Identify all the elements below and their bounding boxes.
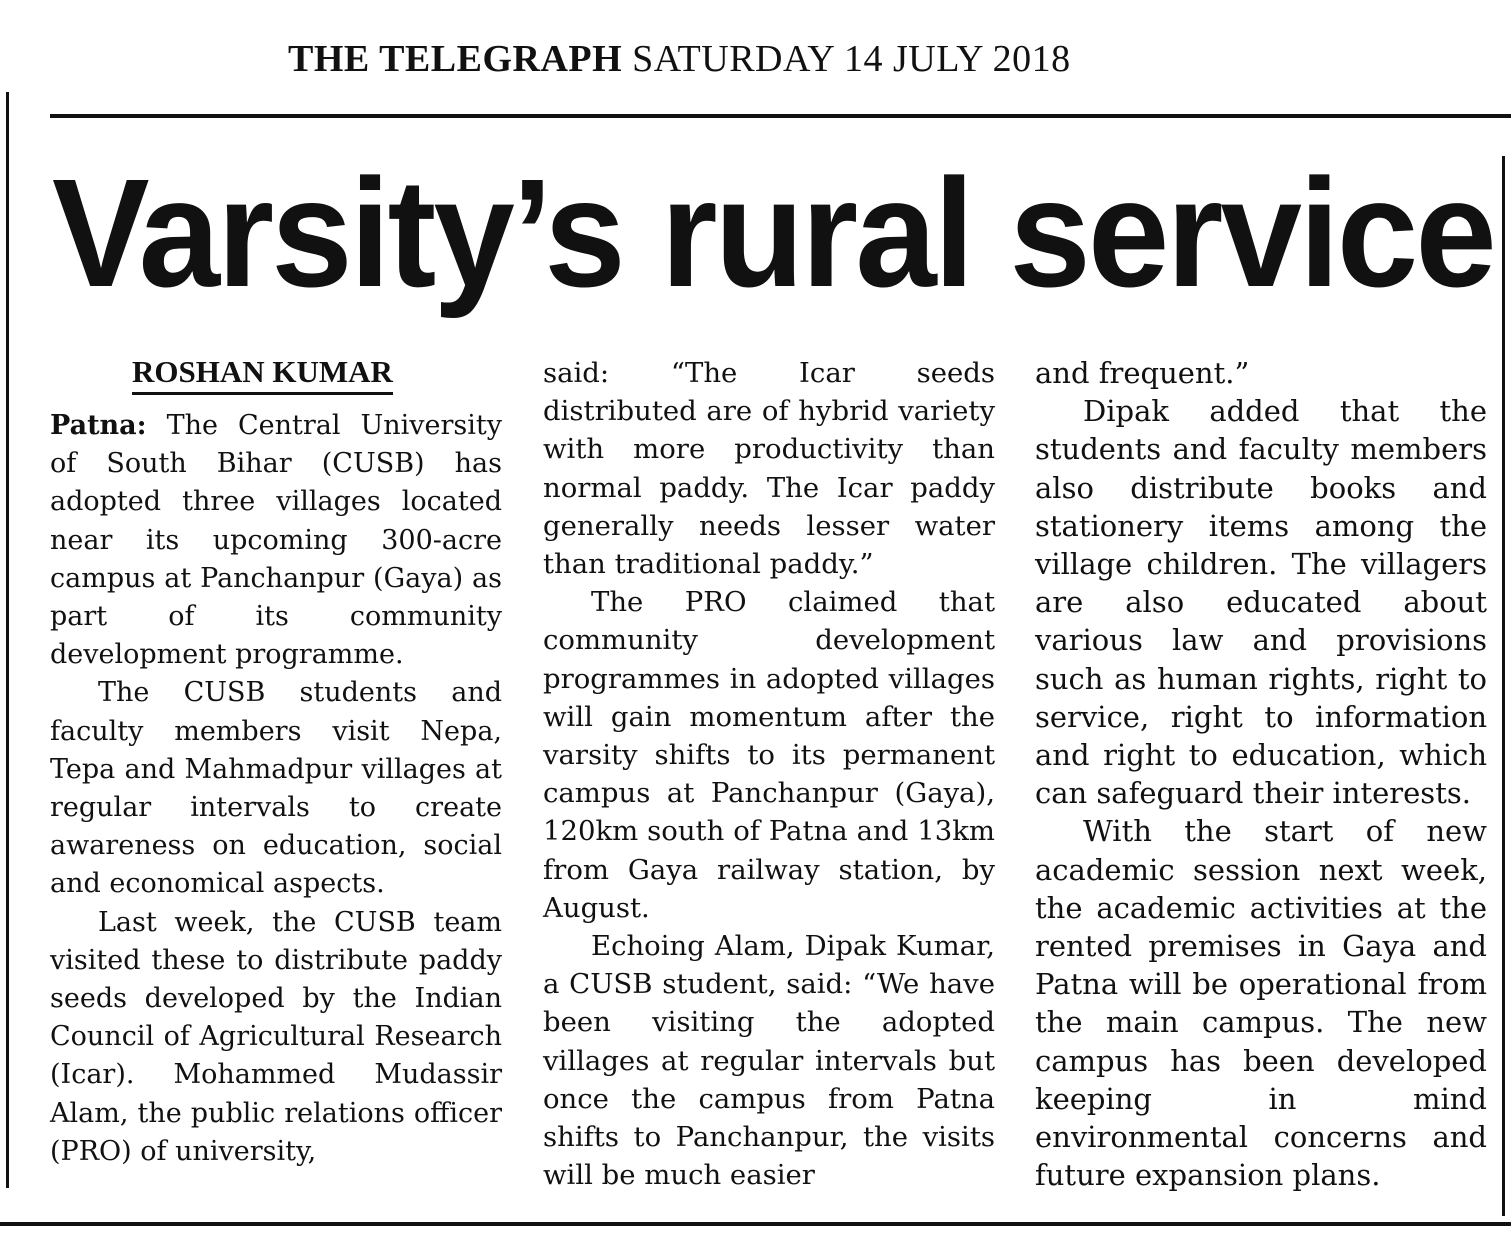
column-rule-right <box>1502 156 1505 1216</box>
article-paragraph: Echoing Alam, Dipak Kumar, a CUSB student, said: “We have been visiting the adopted villages at regular intervals but once the campus from Patna shifts to Panchanpur, the visits will be much easier <box>543 930 995 1192</box>
article-paragraph: Patna: The Central University of South Bihar (CUSB) has adopted three villages located near its upcoming 300-acre campus at Panchanpur (Gaya) as part of its community development programme. <box>50 410 502 671</box>
headline: Varsity’s rural service <box>52 147 1494 319</box>
page-bottom-rule <box>0 1222 1511 1226</box>
article-paragraph: Dipak added that the students and faculty members also distribute books and stationery items among the village children. The villagers are also educated about various law and provisions such as human rights, right to service, right to information and right to education, which can safeguard their interests. <box>1035 394 1487 811</box>
byline: ROSHAN KUMAR <box>132 354 393 395</box>
article-paragraph-continued: said: “The Icar seeds distributed are of hybrid variety with more productivity than normal paddy. The Icar paddy generally needs lesser water than traditional paddy.” <box>543 357 995 581</box>
article-paragraph: Last week, the CUSB team visited these to distribute paddy seeds developed by the Indian Council of Agricultural Research (Icar). Mohammed Mudassir Alam, the public relations officer (PRO) of university, <box>50 906 502 1167</box>
article-column-2 <box>543 354 995 1194</box>
article-paragraph-continued: and frequent.” <box>1035 356 1250 390</box>
article-paragraph: The CUSB students and faculty members visit Nepa, Tepa and Mahmadpur villages at regular intervals to create awareness on education, social and economical aspects. <box>50 677 502 900</box>
column-rule-left <box>6 92 9 1188</box>
publication-date: SATURDAY 14 JULY 2018 <box>632 38 1071 80</box>
masthead <box>288 36 1071 82</box>
dateline: Patna: <box>50 410 147 441</box>
article-column-3 <box>1035 354 1487 1194</box>
article-paragraph: With the start of new academic session next week, the academic activities at the rented premises in Gaya and Patna will be operational from the main campus. The new campus has been developed keeping in mind environmental concerns and future expansion plans. <box>1035 814 1487 1193</box>
masthead-rule <box>50 114 1511 118</box>
article-column-1 <box>50 354 502 1171</box>
newspaper-name: THE TELEGRAPH <box>288 38 623 80</box>
article-paragraph: The PRO claimed that community development programmes in adopted villages will gain momentum after the varsity shifts to its permanent campus at Panchanpur (Gaya), 120km south of Patna and 13km from Gaya railway station, by August. <box>543 586 995 924</box>
